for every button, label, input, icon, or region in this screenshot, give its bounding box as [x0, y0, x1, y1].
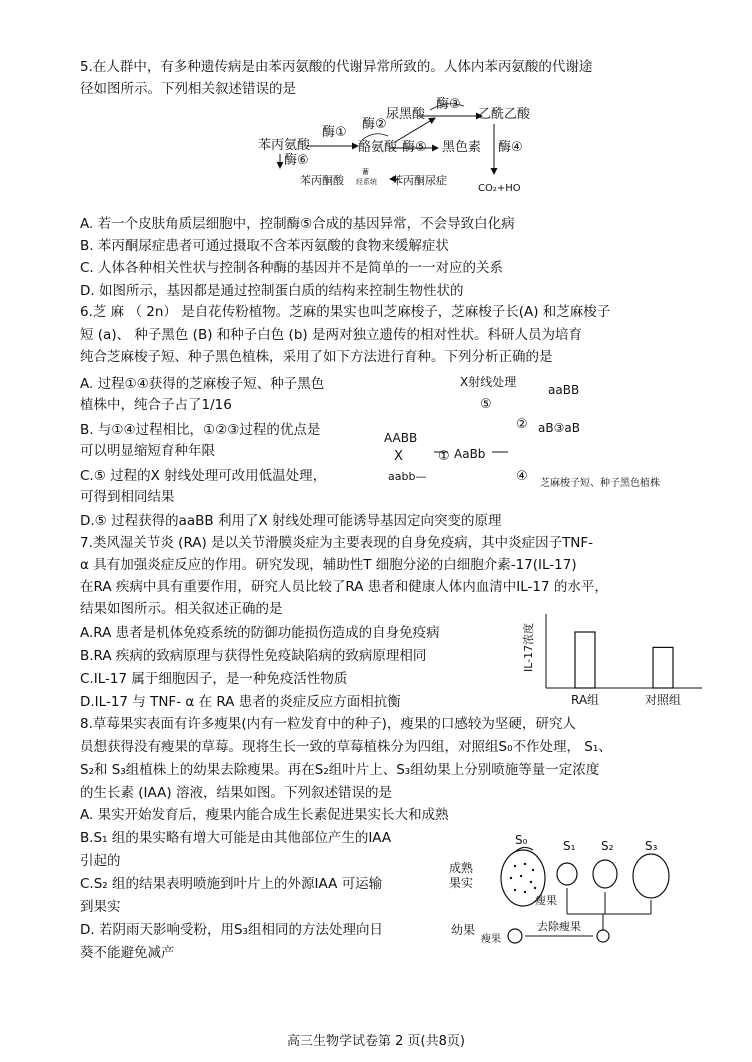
category-label-1: 对照组	[644, 693, 682, 707]
enzyme5-label: 酶⑤	[402, 140, 427, 155]
bar-1	[653, 647, 673, 688]
s2-fruit	[593, 860, 617, 888]
category-label-0: RA组	[570, 693, 600, 707]
xray-label: X射线处理	[460, 375, 517, 389]
step1-label: ①	[438, 449, 450, 464]
enzyme4-label: 酶④	[498, 140, 523, 155]
young-fruit-no-achene	[597, 930, 609, 942]
q7-option-c: C.IL-17 属于细胞因子，是一种免疫活性物质	[80, 671, 348, 687]
step2-label: ②	[516, 417, 528, 432]
step5-label: ⑤	[480, 397, 492, 412]
cross-label: X	[394, 449, 403, 464]
q6-option-a2: 植株中，纯合子占了1/16	[80, 397, 232, 413]
tyr-label: 酪氨酸	[358, 140, 398, 155]
s3-fruit	[633, 854, 669, 898]
s1-label: S₁	[563, 839, 576, 853]
q8-option-a: A. 果实开始发育后，瘦果内能合成生长素促进果实长大和成熟	[80, 807, 449, 823]
enzyme3-label: 酶③	[436, 97, 461, 112]
q6-stem-line1: 6.芝 麻 （ 2n） 是自花传粉植物。芝麻的果实也叫芝麻梭子，芝麻梭子长(A) 和芝麻梭子	[80, 304, 611, 320]
uric-label: 尿黑酸	[386, 107, 426, 122]
q5-option-c: C. 人体各种相关性状与控制各种酶的基因并不是简单的一一对应的关系	[80, 260, 504, 276]
q8-stem-line1: 8.草莓果实表面有许多瘦果(内有一粒发育中的种子)，瘦果的口感较为坚硬，研究人	[80, 716, 576, 732]
note1-label: 蓄	[362, 168, 369, 176]
young-fruit-label: 幼果	[451, 923, 476, 937]
q7-option-b: B.RA 疾病的致病原理与获得性免疫缺陷病的致病原理相同	[80, 648, 427, 664]
q8-option-b2: 引起的	[80, 853, 121, 869]
target-label: 芝麻梭子短、种子黑色植株	[540, 478, 660, 489]
q8-stem-line4: 的生长素 (IAA) 溶液，结果如图。下列叙述错误的是	[80, 785, 392, 801]
q8-stem-line3: S₂和 S₃组植株上的幼果去除瘦果。再在S₂组叶片上、S₃组幼果上分别喷施等量一定浓度	[80, 762, 600, 778]
note2-label: 经系统	[356, 178, 377, 186]
mature-label-1: 成熟	[449, 861, 474, 875]
achene-label: 瘦果	[535, 894, 557, 907]
q8-stem-line2: 员想获得没有瘦果的草莓。现将生长一致的草莓植株分为四组，对照组S₀不作处理， S₁、	[80, 739, 612, 755]
q7-option-d: D.IL-17 与 TNF- α 在 RA 患者的炎症反应方面相抗衡	[80, 694, 401, 710]
q7-stem-line2: α 具有加强炎症反应的作用。研究发现，辅助性T 细胞分泌的白细胞介素-17(IL-17)	[80, 557, 577, 573]
q8-option-b1: B.S₁ 组的果实略有增大可能是由其他部位产生的IAA	[80, 830, 392, 846]
q6-option-d: D.⑤ 过程获得的aaBB 利用了X 射线处理可能诱导基因定向突变的原理	[80, 513, 502, 529]
AABB-label: AABB	[384, 431, 418, 445]
q5-stem-line1: 5.在人群中，有多种遗传病是由苯丙氨酸的代谢异常所致的。人体内苯丙氨酸的代谢途	[80, 59, 593, 75]
bar-0	[575, 632, 595, 688]
q8-option-d2: 葵不能避免减产	[80, 945, 175, 961]
q8-option-c2: 到果实	[80, 899, 121, 915]
ppa-label: 苯丙酮酸	[300, 174, 344, 187]
melanin-label: 黑色素	[442, 140, 482, 155]
young-strawberry	[508, 929, 522, 943]
q6-option-c2: 可得到相同结果	[80, 489, 175, 505]
q5-option-d: D. 如图所示，基因都是通过控制蛋白质的结构来控制生物性状的	[80, 283, 464, 299]
q7-stem-line3: 在RA 疾病中具有重要作用，研究人员比较了RA 患者和健康人体内血清中IL-17 的水平，	[80, 579, 608, 595]
q7-stem-line4: 结果如图所示。相关叙述正确的是	[80, 601, 283, 617]
AaBb-label: AaBb	[454, 447, 486, 461]
q5-option-a: A. 若一个皮肤角质层细胞中，控制酶⑤合成的基因异常，不会导致白化病	[80, 216, 515, 232]
achene-label-2: 瘦果	[481, 934, 501, 945]
q5-stem-line2: 径如图所示。下列相关叙述错误的是	[80, 81, 296, 97]
q5-option-b: B. 苯丙酮尿症患者可通过摄取不含苯丙氨酸的食物来缓解症状	[80, 238, 449, 254]
s2-label: S₂	[601, 839, 614, 853]
mature-label-2: 果实	[449, 876, 474, 890]
q6-option-a1: A. 过程①④获得的芝麻梭子短、种子黑色	[80, 376, 325, 392]
il17-bar-chart	[502, 610, 712, 710]
aabb-label: aabb—	[388, 470, 427, 483]
q8-strawberry-diagram	[445, 830, 695, 960]
aaBB-label: aaBB	[548, 383, 580, 397]
co2-label: CO₂+HO	[478, 183, 521, 194]
q6-stem-line2: 短 (a)、 种子黑色 (B) 和种子白色 (b) 是两对独立遗传的相对性状。科研人员为培育	[80, 327, 582, 343]
acet-label: 乙酰乙酸	[478, 107, 531, 122]
q6-breeding-diagram	[380, 370, 680, 500]
q6-option-b1: B. 与①④过程相比，①②③过程的优点是	[80, 422, 321, 438]
s0-label: S₀	[515, 833, 528, 847]
q7-option-a: A.RA 患者是机体免疫系统的防御功能损伤造成的自身免疫病	[80, 625, 440, 641]
page-footer: 高三生物学试卷第 2 页(共8页)	[287, 1034, 465, 1049]
q6-stem-line3: 纯合芝麻梭子短、种子黑色植株，采用了如下方法进行育种。下列分析正确的是	[80, 349, 553, 365]
q8-option-d1: D. 若阴雨天影响受粉，用S₃组相同的方法处理向日	[80, 922, 383, 938]
s3-label: S₃	[645, 839, 658, 853]
remove-achene-label: 去除瘦果	[537, 920, 581, 933]
s1-fruit	[557, 863, 577, 885]
step4-label: ④	[516, 469, 528, 484]
q7-stem-line1: 7.类风湿关节炎 (RA) 是以关节滑膜炎症为主要表现的自身免疫病，其中炎症因子TNF-	[80, 535, 594, 551]
enzyme2-label: 酶②	[362, 117, 387, 132]
y-axis-label: IL-17浓度	[522, 622, 535, 672]
pku-label: 苯丙酮尿症	[392, 174, 447, 187]
enzyme6-label: 酶⑥	[284, 153, 309, 168]
q8-option-c1: C.S₂ 组的结果表明喷施到叶片上的外源IAA 可运输	[80, 876, 383, 892]
phe-label: 苯丙氨酸	[258, 138, 311, 153]
enzyme1-label: 酶①	[322, 125, 347, 140]
aB3aB-label: aB③aB	[538, 421, 580, 435]
q6-option-c1: C.⑤ 过程的X 射线处理可改用低温处理，	[80, 468, 327, 484]
q5-metabolism-diagram	[250, 96, 550, 196]
q6-option-b2: 可以明显缩短育种年限	[80, 443, 215, 459]
